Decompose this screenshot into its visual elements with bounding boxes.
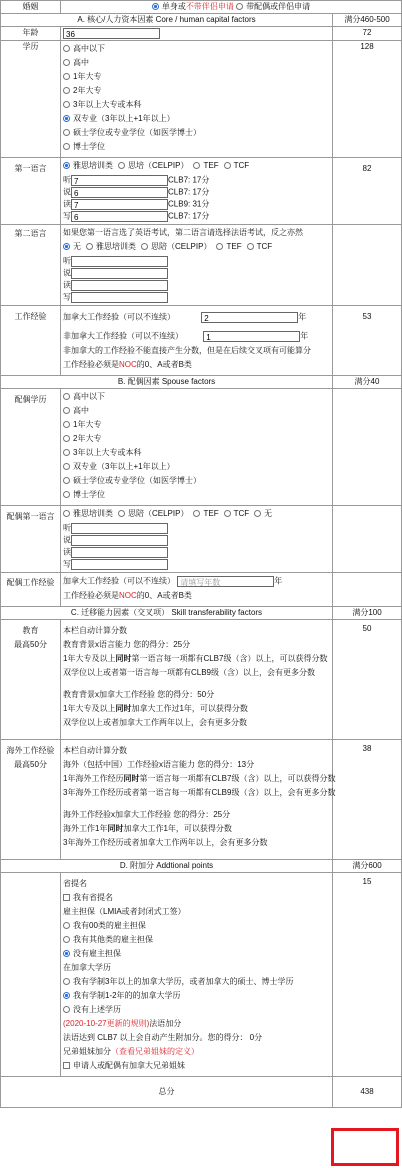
nomination-checkbox[interactable]: 我有省提名 <box>63 893 330 903</box>
checkbox-icon[interactable] <box>63 894 70 901</box>
marriage-row <box>1 1 402 14</box>
lang2-skill-input[interactable] <box>71 268 168 279</box>
education-option[interactable]: 博士学位 <box>63 142 330 152</box>
spouse-work-row: 配偶工作经验 加拿大工作经验（可以不连续） 请填写年数 年 工作经验必须是NOC的0、A或者B类 <box>1 573 402 607</box>
radio-icon[interactable] <box>63 143 70 150</box>
radio-icon[interactable] <box>63 449 70 456</box>
lang1-skill-row: 听 7 CLB7: 17分 <box>63 175 210 186</box>
radio-icon[interactable] <box>63 1006 70 1013</box>
section-core-header: A. 核心/人力资本因素 Core / human capital factors 满分460-500 <box>1 14 402 27</box>
spouse-lang-test-option[interactable]: TCF <box>224 509 250 518</box>
spouse-lang-skill-row: 读 <box>63 547 330 558</box>
spouse-lang-skill-row: 写 <box>63 559 330 570</box>
spouse-education-option[interactable]: 2年大专 <box>63 434 330 444</box>
spouse-lang-skill-row: 听 <box>63 523 330 534</box>
radio-icon[interactable] <box>224 510 231 517</box>
lang1-test-options <box>63 161 330 171</box>
lang1-skill-row: 写 6 CLB7: 17分 <box>63 211 210 222</box>
radio-icon[interactable] <box>63 463 70 470</box>
marriage-label: 婚姻 <box>1 1 61 14</box>
lang1-skill-row: 说 6 CLB7: 17分 <box>63 187 210 198</box>
lang2-note: 如果您第一语言选了英语考试，第二语言请选择法语考试，反之亦然 <box>63 228 303 237</box>
study-option[interactable]: 没有上述学历 <box>63 1005 330 1015</box>
lang2-skill-input[interactable] <box>71 280 168 291</box>
lang1-score: 82 <box>333 158 402 225</box>
age-row: 年龄 36 72 <box>1 27 402 41</box>
spouse-canada-work-input[interactable]: 请填写年数 <box>177 576 274 587</box>
age-input[interactable]: 36 <box>63 28 160 39</box>
work-row: 工作经验 加拿大工作经验（可以不连续） 2 年 非加拿大工作经验（可以不连续） 1 年 非加拿大的工作经验不能直接产生分数，但是在后续交叉项有可能算分 工作经验必须是NOC的0、A或者B类 53 <box>1 306 402 376</box>
radio-checked-icon[interactable] <box>152 3 159 10</box>
lang2-test-options <box>63 242 330 252</box>
study-options <box>63 977 330 1015</box>
spouse-lang-row: 配偶第一语言 雅思培训类 思陪（CELPIP） TEF TCF 无 听 说 读 写 <box>1 506 402 573</box>
lang1-test-option[interactable]: 思培（CELPIP） <box>118 161 188 170</box>
radio-icon[interactable] <box>216 243 223 250</box>
additional-row: 省提名 我有省提名 雇主担保（LMIA或者封闭式工签） 我有00类的雇主担保 我有其他类的雇主担保 没有雇主担保 在加拿大学历 我有学制3年以上的加拿大学历，或者加拿大的硕士、博士学历 我有学制1-2年的的加拿大学历 没有上述学历 (2020-10-27更新的规则)法语加分 法语达到 CLB7 以上会自动产生附加分。您的得分： 0分 兄弟姐妹加分（查看兄弟姐妹的定义） 申请人或配偶有加拿大兄弟姐妹 15 <box>1 873 402 1077</box>
lang1-test-option[interactable]: 雅思培训类 <box>63 161 113 170</box>
spouse-education-row: 配偶学历 高中以下 高中 1年大专 2年大专 3年以上大专或本科 双专业（3年以上+1年以上） 硕士学位或专业学位（如医学博士） 博士学位 <box>1 389 402 506</box>
section-transfer-header: C. 迁移能力因素（交叉项） Skill transferability factors 满分100 <box>1 607 402 620</box>
education-options <box>61 41 333 158</box>
radio-icon[interactable] <box>63 421 70 428</box>
radio-icon[interactable] <box>193 162 200 169</box>
lang2-scores <box>63 256 330 303</box>
spouse-education-option[interactable]: 高中以下 <box>63 392 330 402</box>
radio-icon[interactable] <box>63 978 70 985</box>
radio-icon[interactable] <box>63 435 70 442</box>
radio-icon[interactable] <box>63 510 70 517</box>
radio-icon[interactable] <box>63 73 70 80</box>
radio-icon[interactable] <box>63 922 70 929</box>
lang1-skill-input[interactable]: 7 <box>71 199 168 210</box>
lang2-skill-input[interactable] <box>71 256 168 267</box>
radio-checked-icon[interactable] <box>63 243 70 250</box>
spouse-lang-test-option[interactable]: 思陪（CELPIP） <box>118 509 188 518</box>
additional-score: 15 <box>333 873 402 1077</box>
education-option[interactable]: 1年大专 <box>63 72 330 82</box>
radio-icon[interactable] <box>224 162 231 169</box>
foreign-work-input[interactable]: 1 <box>203 331 300 342</box>
radio-icon[interactable] <box>193 510 200 517</box>
radio-icon[interactable] <box>236 3 243 10</box>
spouse-lang-test-option[interactable]: TEF <box>193 509 218 518</box>
radio-icon[interactable] <box>254 510 261 517</box>
transfer-work-score: 38 <box>333 740 402 860</box>
employer-option[interactable]: 没有雇主担保 <box>63 949 330 959</box>
checkbox-icon[interactable] <box>63 1062 70 1069</box>
sibling-definition-link[interactable]: （查看兄弟姐妹的定义） <box>111 1047 199 1056</box>
lang2-test-option[interactable]: 思陪（CELPIP） <box>141 242 211 251</box>
spouse-lang-test-option[interactable]: 雅思培训类 <box>63 509 113 518</box>
transfer-education-score: 50 <box>333 620 402 740</box>
section-additional-header: D. 附加分 Addtional points 满分600 <box>1 860 402 873</box>
employer-option[interactable]: 我有00类的雇主担保 <box>63 921 330 931</box>
education-option[interactable]: 双专业（3年以上+1年以上） <box>63 114 330 124</box>
radio-icon[interactable] <box>63 407 70 414</box>
radio-icon[interactable] <box>118 162 125 169</box>
lang1-skill-input[interactable]: 7 <box>71 175 168 186</box>
lang1-skill-input[interactable]: 6 <box>71 187 168 198</box>
radio-checked-icon[interactable] <box>63 162 70 169</box>
total-label: 总分 <box>1 1077 333 1108</box>
lang2-skill-row: 说 <box>63 268 330 279</box>
total-highlight-box <box>331 1128 399 1166</box>
lang2-test-option[interactable]: TCF <box>247 242 273 251</box>
spouse-education-option[interactable]: 硕士学位或专业学位（如医学博士） <box>63 476 330 486</box>
education-option[interactable]: 高中 <box>63 58 330 68</box>
spouse-education-option[interactable]: 博士学位 <box>63 490 330 500</box>
radio-checked-icon[interactable] <box>63 950 70 957</box>
lang1-skill-input[interactable]: 6 <box>71 211 168 222</box>
spouse-lang-skill-input[interactable] <box>71 523 168 534</box>
spouse-lang-skill-row: 说 <box>63 535 330 546</box>
marriage-single-option[interactable]: 单身或不带伴侣申请 <box>152 2 234 11</box>
lang1-test-option[interactable]: TCF <box>224 161 250 170</box>
radio-icon[interactable] <box>63 87 70 94</box>
study-option[interactable]: 我有学制1-2年的的加拿大学历 <box>63 991 330 1001</box>
section-spouse-header: B. 配偶因素 Spouse factors 满分40 <box>1 376 402 389</box>
employer-option[interactable]: 我有其他类的雇主担保 <box>63 935 330 945</box>
spouse-education-option[interactable]: 3年以上大专或本科 <box>63 448 330 458</box>
work-score: 53 <box>333 306 402 376</box>
radio-checked-icon[interactable] <box>63 992 70 999</box>
spouse-education-option[interactable]: 1年大专 <box>63 420 330 430</box>
spouse-lang-skill-input[interactable] <box>71 547 168 558</box>
radio-icon[interactable] <box>63 477 70 484</box>
radio-icon[interactable] <box>63 45 70 52</box>
lang2-row: 第二语言 如果您第一语言选了英语考试，第二语言请选择法语考试，反之亦然 无 雅思培训类 思陪（CELPIP） TEF TCF 听 说 读 写 <box>1 225 402 306</box>
spouse-lang-scores <box>63 523 330 570</box>
education-option[interactable]: 3年以上大专或本科 <box>63 100 330 110</box>
lang1-row: 第一语言 雅思培训类 思培（CELPIP） TEF TCF 听 7 CLB7: 17分 说 6 CLB7: 17分 读 7 CLB9: 31分 写 6 CLB7: 17分 82 <box>1 158 402 225</box>
spouse-lang-test-options <box>63 509 330 519</box>
transfer-work-row: 海外工作经验 最高50分 本栏自动计算分数 海外（包括中国）工作经验x语言能力 您的得分：13分 1年海外工作经历同时第一语言每一项都有CLB7级（含）以上，可以获得分数 3年海外工作经历或者第一语言每一项都有CLB9级（含）以上，会有更多分数 海外工作经验x加拿大工作经验 您的得分：25分 海外工作1年同时加拿大工作1年，可以获得分数 3年海外工作经历或者加拿大工作两年以上，会有更多分数 38 <box>1 740 402 860</box>
spouse-lang-skill-input[interactable] <box>71 559 168 570</box>
marriage-spouse-option[interactable]: 带配偶或伴侣申请 <box>236 2 310 11</box>
education-option[interactable]: 2年大专 <box>63 86 330 96</box>
lang2-test-option[interactable]: 无 <box>63 242 81 251</box>
radio-icon[interactable] <box>247 243 254 250</box>
radio-icon[interactable] <box>63 491 70 498</box>
canada-work-input[interactable]: 2 <box>201 312 298 323</box>
lang1-test-option[interactable]: TEF <box>193 161 218 170</box>
lang2-test-option[interactable]: 雅思培训类 <box>86 242 136 251</box>
radio-checked-icon[interactable] <box>63 115 70 122</box>
lang2-skill-row: 写 <box>63 292 330 303</box>
radio-icon[interactable] <box>63 59 70 66</box>
lang1-scores <box>63 175 330 222</box>
total-row <box>1 1077 402 1108</box>
radio-icon[interactable] <box>63 101 70 108</box>
radio-icon[interactable] <box>86 243 93 250</box>
total-score: 438 <box>333 1077 402 1108</box>
spouse-education-option[interactable]: 双专业（3年以上+1年以上） <box>63 462 330 472</box>
radio-icon[interactable] <box>63 129 70 136</box>
lang1-skill-row: 读 7 CLB9: 31分 <box>63 199 210 210</box>
lang2-skill-input[interactable] <box>71 292 168 303</box>
employer-options <box>63 921 330 959</box>
sibling-checkbox[interactable]: 申请人或配偶有加拿大兄弟姐妹 <box>63 1061 330 1071</box>
study-option[interactable]: 我有学制3年以上的加拿大学历，或者加拿大的硕士、博士学历 <box>63 977 330 987</box>
radio-icon[interactable] <box>63 936 70 943</box>
spouse-lang-test-option[interactable]: 无 <box>254 509 272 518</box>
radio-icon[interactable] <box>63 393 70 400</box>
education-option[interactable]: 硕士学位或专业学位（如医学博士） <box>63 128 330 138</box>
spouse-education-option[interactable]: 高中 <box>63 406 330 416</box>
radio-icon[interactable] <box>118 510 125 517</box>
lang2-skill-row: 读 <box>63 280 330 291</box>
spouse-lang-skill-input[interactable] <box>71 535 168 546</box>
lang2-skill-row: 听 <box>63 256 330 267</box>
education-score: 128 <box>333 41 402 158</box>
age-score: 72 <box>333 27 402 41</box>
lang2-test-option[interactable]: TEF <box>216 242 241 251</box>
transfer-education-row: 教育 最高50分 本栏自动计算分数 教育背景x语言能力 您的得分：25分 1年大专及以上同时第一语言每一项都有CLB7级（含）以上，可以获得分数 双学位以上或者第一语言每一项都有CLB9级（含）以上，会有更多分数 教育背景x加拿大工作经验 您的得分：50分 1年大专及以上同时加拿大工作过1年，可以获得分数 双学位以上或者加拿大工作两年以上，会有更多分数 50 <box>1 620 402 740</box>
education-row: 学历 高中以下 高中 1年大专 2年大专 3年以上大专或本科 双专业（3年以上+1年以上） 硕士学位或专业学位（如医学博士） 博士学位 128 <box>1 41 402 158</box>
education-option[interactable]: 高中以下 <box>63 44 330 54</box>
spouse-education-options <box>61 389 333 506</box>
radio-icon[interactable] <box>141 243 148 250</box>
